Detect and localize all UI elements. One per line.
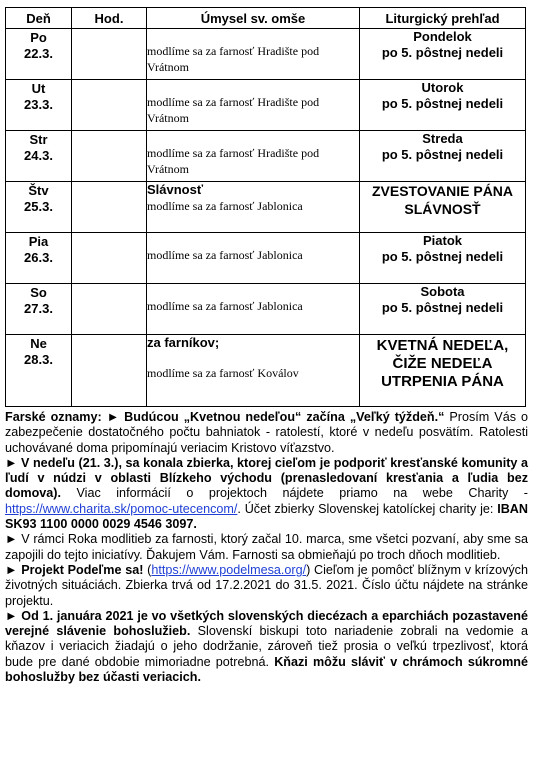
day-cell [6,335,72,407]
day-cell [6,80,72,131]
time-cell [72,80,147,131]
table-row [6,335,526,407]
time-cell [72,284,147,335]
liturgical-line: UTRPENIA PÁNA [381,373,504,390]
announcement-text: Prosím Vás o zabezpečenie dostatočného počtu bahniatok - ratolestí, ktoré v nedeľu posvätím. Ratolesti uchovávané doma pripomínajú veriacim Kristovo víťazstvo. [5,410,529,455]
day-date: 25.3. [24,199,53,214]
announcement-suspension [5,609,528,685]
table-row [6,182,526,233]
intention-text: modlíme sa za farnosť Jablonica [147,199,303,213]
liturgical-line: po 5. pôstnej nedeli [381,96,504,111]
table-row [6,131,526,182]
time-cell [72,335,147,407]
header-day: Deň [6,8,72,29]
liturgical-cell [360,182,526,233]
day-name: Ut [31,81,46,96]
announcement-text: Viac informácií o projektoch nájdete priamo na webe Charity - [60,486,528,501]
table-row [6,29,526,80]
announcement-podelme-sa: ► Projekt Podeľme sa! (https://www.podelmesa.org/) Cieľom je pomôcť blížnym v krízových životných situáciách. Zbierka trvá od 17.2.2021 do 31.5. 2021. Číslo účtu nájdete na stránke projektu. [5,562,528,608]
intention-text: modlíme sa za farnosť Hradište pod Vrátnom [147,44,320,74]
intention-title: Slávnosť [147,182,204,197]
day-date: 27.3. [24,301,53,316]
announcement-heading: Kňazi môžu sláviť v chrámoch súkromné bohoslužby bez účasti veriacich. [5,654,529,685]
iban-text: IBAN SK93 1100 0000 0029 4546 3097. [5,501,528,532]
mass-schedule-table [5,7,526,407]
announcement-text: . Účet zbierky Slovenskej katolíckej charity je: [237,501,498,516]
liturgical-line: KVETNÁ NEDEĽA, [376,337,509,354]
day-cell [6,284,72,335]
intention-text: modlíme sa za farnosť Hradište pod Vrátnom [147,95,320,125]
day-name: Po [30,30,47,45]
liturgical-cell [360,80,526,131]
intention-cell [147,233,360,284]
day-name: Štv [28,183,49,198]
announcement-heading: ► Od 1. januára 2021 je vo všetkých slovenských diecézach a eparchiách pozastavené verejné slávenie bohoslužieb. [5,608,528,639]
liturgical-line: po 5. pôstnej nedeli [381,249,504,264]
liturgical-line: ČIŽE NEDEĽA [392,355,493,372]
intention-cell [147,182,360,233]
day-date: 24.3. [24,148,53,163]
table-row [6,80,526,131]
liturgical-line: Sobota [420,284,465,299]
intention-title: za farníkov; [147,335,220,350]
intention-text: modlíme sa za farnosť Jablonica [147,299,303,313]
announcement-palm-sunday [5,410,528,456]
table-header-row [6,8,526,29]
liturgical-line: po 5. pôstnej nedeli [381,147,504,162]
day-cell [6,182,72,233]
header-liturgical: Liturgický prehľad [360,8,526,29]
intention-text: modlíme sa za farnosť Hradište pod Vrátnom [147,146,320,176]
day-date: 26.3. [24,250,53,265]
intention-text: modlíme sa za farnosť Koválov [147,366,299,380]
liturgical-line: po 5. pôstnej nedeli [381,300,504,315]
announcement-collection [5,456,528,532]
day-date: 22.3. [24,46,53,61]
liturgical-cell [360,284,526,335]
time-cell [72,29,147,80]
liturgical-line: Piatok [422,233,462,248]
day-cell [6,29,72,80]
liturgical-cell [360,233,526,284]
charita-link[interactable]: https://www.charita.sk/pomoc-utecencom/ [5,501,238,516]
day-name: So [30,285,47,300]
time-cell [72,182,147,233]
liturgical-line: Streda [422,131,463,146]
intention-cell [147,335,360,407]
day-name: Ne [30,336,47,351]
intention-cell [147,284,360,335]
day-date: 23.3. [24,97,53,112]
liturgical-cell [360,335,526,407]
intention-text: modlíme sa za farnosť Jablonica [147,248,303,262]
announcement-text: Cieľom je pomôcť blížnym v krízových životných situáciách. Zbierka trvá od 17.2.2021 do 31.5. 2021. Číslo účtu nájdete na stránke projektu. [5,562,528,608]
intention-cell [147,131,360,182]
liturgical-line: ZVESTOVANIE PÁNA [371,183,514,199]
intention-cell [147,80,360,131]
liturgical-line: Utorok [421,80,464,95]
parish-announcements [5,410,528,685]
day-date: 28.3. [24,352,53,367]
announcement-heading: Farské oznamy: ► Budúcou „Kvetnou nedeľou“ začína „Veľký týždeň.“ [5,410,445,424]
announcement-prayer-year: ► V rámci Roka modlitieb za farnosti, ktorý začal 10. marca, sme všetci pozvaní, aby sme sa zapojili do tejto iniciatívy. Ďakujem Vám. Farnosti sa obmieňajú po troch dňoch modlitieb. [5,532,528,562]
announcement-heading: ► Projekt Podeľme sa! [5,562,144,577]
table-row [6,284,526,335]
day-name: Str [29,132,48,147]
day-cell [6,131,72,182]
time-cell [72,233,147,284]
liturgical-line: po 5. pôstnej nedeli [381,45,504,60]
intention-cell [147,29,360,80]
announcement-text: Slovenskí biskupi toto nariadenie zobrali na vedomie a kňazov i veriacich žiadajú o jeho dodržanie, zároveň tiež prosia o veľkú trpezlivosť, ktorá bude pre dané obdobie mimoriadne potrebná. [5,624,528,669]
header-intention: Úmysel sv. omše [147,8,360,29]
podelmesa-link[interactable]: https://www.podelmesa.org/ [151,562,307,577]
liturgical-line: SLÁVNOSŤ [404,201,481,217]
announcement-heading: ► V nedeľu (21. 3.), sa konala zbierka, ktorej cieľom je podporiť kresťanské komunity a ľudí v núdzi v oblasti Blízkeho východu (prenasledovaní kresťania a ľudia bez domova). [5,455,528,501]
day-cell [6,233,72,284]
table-row [6,233,526,284]
liturgical-cell [360,131,526,182]
liturgical-cell [360,29,526,80]
time-cell [72,131,147,182]
day-name: Pia [28,234,49,249]
liturgical-line: Pondelok [413,29,472,44]
header-hour: Hod. [72,8,147,29]
